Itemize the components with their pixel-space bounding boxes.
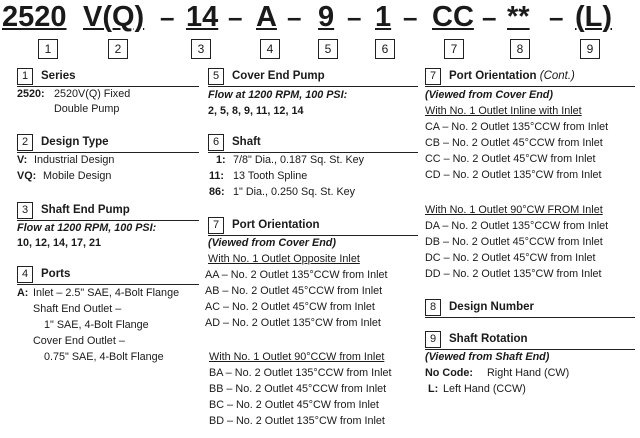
code-design-number: ** bbox=[507, 1, 530, 33]
orientation-option: BA – No. 2 Outlet 135°CCW from Inlet bbox=[209, 367, 392, 379]
position-number-4: 4 bbox=[260, 39, 280, 59]
design-type-section-heading bbox=[17, 134, 199, 153]
orientation-group-title: With No. 1 Outlet Opposite Inlet bbox=[208, 253, 360, 265]
section-title: Shaft End Pump bbox=[41, 204, 130, 216]
code-shaft-end-pump: 14 bbox=[186, 1, 219, 33]
design-code: V: bbox=[17, 154, 28, 166]
ports-line: Shaft End Outlet – bbox=[33, 303, 122, 315]
shaft-code: 11: bbox=[209, 170, 225, 182]
port-orientation-cont-section-heading bbox=[425, 68, 635, 87]
flow-values: 2, 5, 8, 9, 11, 12, 14 bbox=[208, 105, 304, 117]
code-dash: – bbox=[160, 2, 175, 32]
shaft-desc: 1" Dia., 0.250 Sq. St. Key bbox=[233, 186, 356, 198]
position-number-7: 7 bbox=[444, 39, 464, 59]
orientation-option: DD – No. 2 Outlet 135°CW from Inlet bbox=[425, 268, 602, 280]
orientation-option: CA – No. 2 Outlet 135°CCW from Inlet bbox=[425, 121, 609, 133]
section-number: 1 bbox=[17, 68, 33, 85]
code-shaft-rotation: (L) bbox=[575, 1, 613, 33]
orientation-group-title: With No. 1 Outlet Inline with Inlet bbox=[425, 105, 582, 117]
code-cover-end-pump: 9 bbox=[318, 1, 335, 33]
series-desc: 2520V(Q) Fixed bbox=[54, 88, 131, 100]
section-title: Ports bbox=[41, 268, 71, 280]
orientation-option: AB – No. 2 Outlet 45°CCW from Inlet bbox=[205, 285, 383, 297]
shaft-section-heading bbox=[208, 134, 418, 153]
section-number: 5 bbox=[208, 68, 224, 85]
ports-section-heading bbox=[17, 266, 199, 285]
section-title: Design Number bbox=[449, 301, 534, 313]
position-number-5: 5 bbox=[318, 39, 338, 59]
code-port-orientation: CC bbox=[432, 1, 474, 33]
orientation-option: BB – No. 2 Outlet 45°CCW from Inlet bbox=[209, 383, 387, 395]
flow-label: Flow at 1200 RPM, 100 PSI: bbox=[208, 89, 348, 101]
ports-line: Inlet – 2.5" SAE, 4-Bolt Flange bbox=[33, 287, 180, 299]
position-number-9: 9 bbox=[580, 39, 600, 59]
orientation-option: AC – No. 2 Outlet 45°CW from Inlet bbox=[205, 301, 375, 313]
rotation-code: No Code: bbox=[425, 367, 473, 379]
section-number: 2 bbox=[17, 134, 33, 151]
section-number: 3 bbox=[17, 202, 33, 219]
orientation-option: DA – No. 2 Outlet 135°CCW from Inlet bbox=[425, 220, 609, 232]
continued-label: (Cont.) bbox=[539, 70, 575, 82]
section-title: Port Orientation bbox=[232, 219, 320, 231]
ports-line: Cover End Outlet – bbox=[33, 335, 125, 347]
section-title: Shaft Rotation bbox=[449, 333, 528, 345]
code-dash: – bbox=[287, 2, 302, 32]
flow-values: 10, 12, 14, 17, 21 bbox=[17, 237, 102, 249]
shaft-code: 1: bbox=[216, 154, 226, 166]
cover-end-pump-section-heading bbox=[208, 68, 418, 87]
orientation-option: DC – No. 2 Outlet 45°CW from Inlet bbox=[425, 252, 596, 264]
design-desc: Industrial Design bbox=[34, 154, 115, 166]
shaft-end-pump-section-heading bbox=[17, 202, 199, 221]
position-number-8: 8 bbox=[510, 39, 530, 59]
section-title: Shaft bbox=[232, 136, 261, 148]
orientation-option: DB – No. 2 Outlet 45°CCW from Inlet bbox=[425, 236, 603, 248]
viewed-from-label: (Viewed from Cover End) bbox=[208, 237, 336, 249]
code-series: 2520 bbox=[2, 1, 67, 33]
orientation-group-title: With No. 1 Outlet 90°CW FROM Inlet bbox=[425, 204, 603, 216]
section-title: Cover End Pump bbox=[232, 70, 325, 82]
code-dash: – bbox=[228, 2, 243, 32]
rotation-desc: Left Hand (CCW) bbox=[443, 383, 526, 395]
orientation-option: CC – No. 2 Outlet 45°CW from Inlet bbox=[425, 153, 596, 165]
ports-line: 1" SAE, 4-Bolt Flange bbox=[44, 319, 149, 331]
flow-label: Flow at 1200 RPM, 100 PSI: bbox=[17, 222, 157, 234]
section-number: 9 bbox=[425, 331, 441, 348]
viewed-from-label: (Viewed from Shaft End) bbox=[425, 351, 550, 363]
code-shaft: 1 bbox=[375, 1, 392, 33]
position-number-3: 3 bbox=[191, 39, 211, 59]
section-number: 7 bbox=[425, 68, 441, 85]
shaft-rotation-section-heading bbox=[425, 331, 635, 350]
orientation-option: BD – No. 2 Outlet 135°CW from Inlet bbox=[209, 415, 385, 427]
shaft-code: 86: bbox=[209, 186, 225, 198]
section-title-text: Port Orientation bbox=[449, 70, 537, 82]
code-dash: – bbox=[403, 2, 418, 32]
design-code: VQ: bbox=[17, 170, 37, 182]
section-title: Series bbox=[41, 70, 76, 82]
ports-code: A: bbox=[17, 287, 29, 299]
series-section-heading bbox=[17, 68, 199, 87]
code-dash: – bbox=[482, 2, 497, 32]
section-number: 8 bbox=[425, 299, 441, 316]
position-number-1: 1 bbox=[38, 39, 58, 59]
rotation-desc: Right Hand (CW) bbox=[487, 367, 570, 379]
section-title: Design Type bbox=[41, 136, 109, 148]
code-design-type: V(Q) bbox=[83, 1, 145, 33]
ports-line: 0.75" SAE, 4-Bolt Flange bbox=[44, 351, 164, 363]
position-number-2: 2 bbox=[108, 39, 128, 59]
series-desc: Double Pump bbox=[54, 103, 120, 115]
code-ports: A bbox=[256, 1, 277, 33]
section-number: 7 bbox=[208, 217, 224, 234]
viewed-from-label: (Viewed from Cover End) bbox=[425, 89, 553, 101]
design-desc: Mobile Design bbox=[43, 170, 112, 182]
code-dash: – bbox=[549, 2, 564, 32]
section-title bbox=[449, 69, 575, 84]
section-number: 6 bbox=[208, 134, 224, 151]
orientation-option: AA – No. 2 Outlet 135°CCW from Inlet bbox=[205, 269, 388, 281]
port-orientation-section-heading bbox=[208, 217, 418, 236]
shaft-desc: 13 Tooth Spline bbox=[233, 170, 308, 182]
rotation-code: L: bbox=[428, 383, 439, 395]
shaft-desc: 7/8" Dia., 0.187 Sq. St. Key bbox=[233, 154, 365, 166]
orientation-option: BC – No. 2 Outlet 45°CW from Inlet bbox=[209, 399, 379, 411]
orientation-option: AD – No. 2 Outlet 135°CW from Inlet bbox=[205, 317, 381, 329]
series-code: 2520: bbox=[17, 88, 45, 100]
design-number-section-heading bbox=[425, 299, 635, 318]
orientation-option: CB – No. 2 Outlet 45°CCW from Inlet bbox=[425, 137, 603, 149]
section-number: 4 bbox=[17, 266, 33, 283]
position-number-6: 6 bbox=[375, 39, 395, 59]
orientation-group-title: With No. 1 Outlet 90°CCW from Inlet bbox=[209, 351, 385, 363]
code-dash: – bbox=[347, 2, 362, 32]
orientation-option: CD – No. 2 Outlet 135°CW from Inlet bbox=[425, 169, 602, 181]
